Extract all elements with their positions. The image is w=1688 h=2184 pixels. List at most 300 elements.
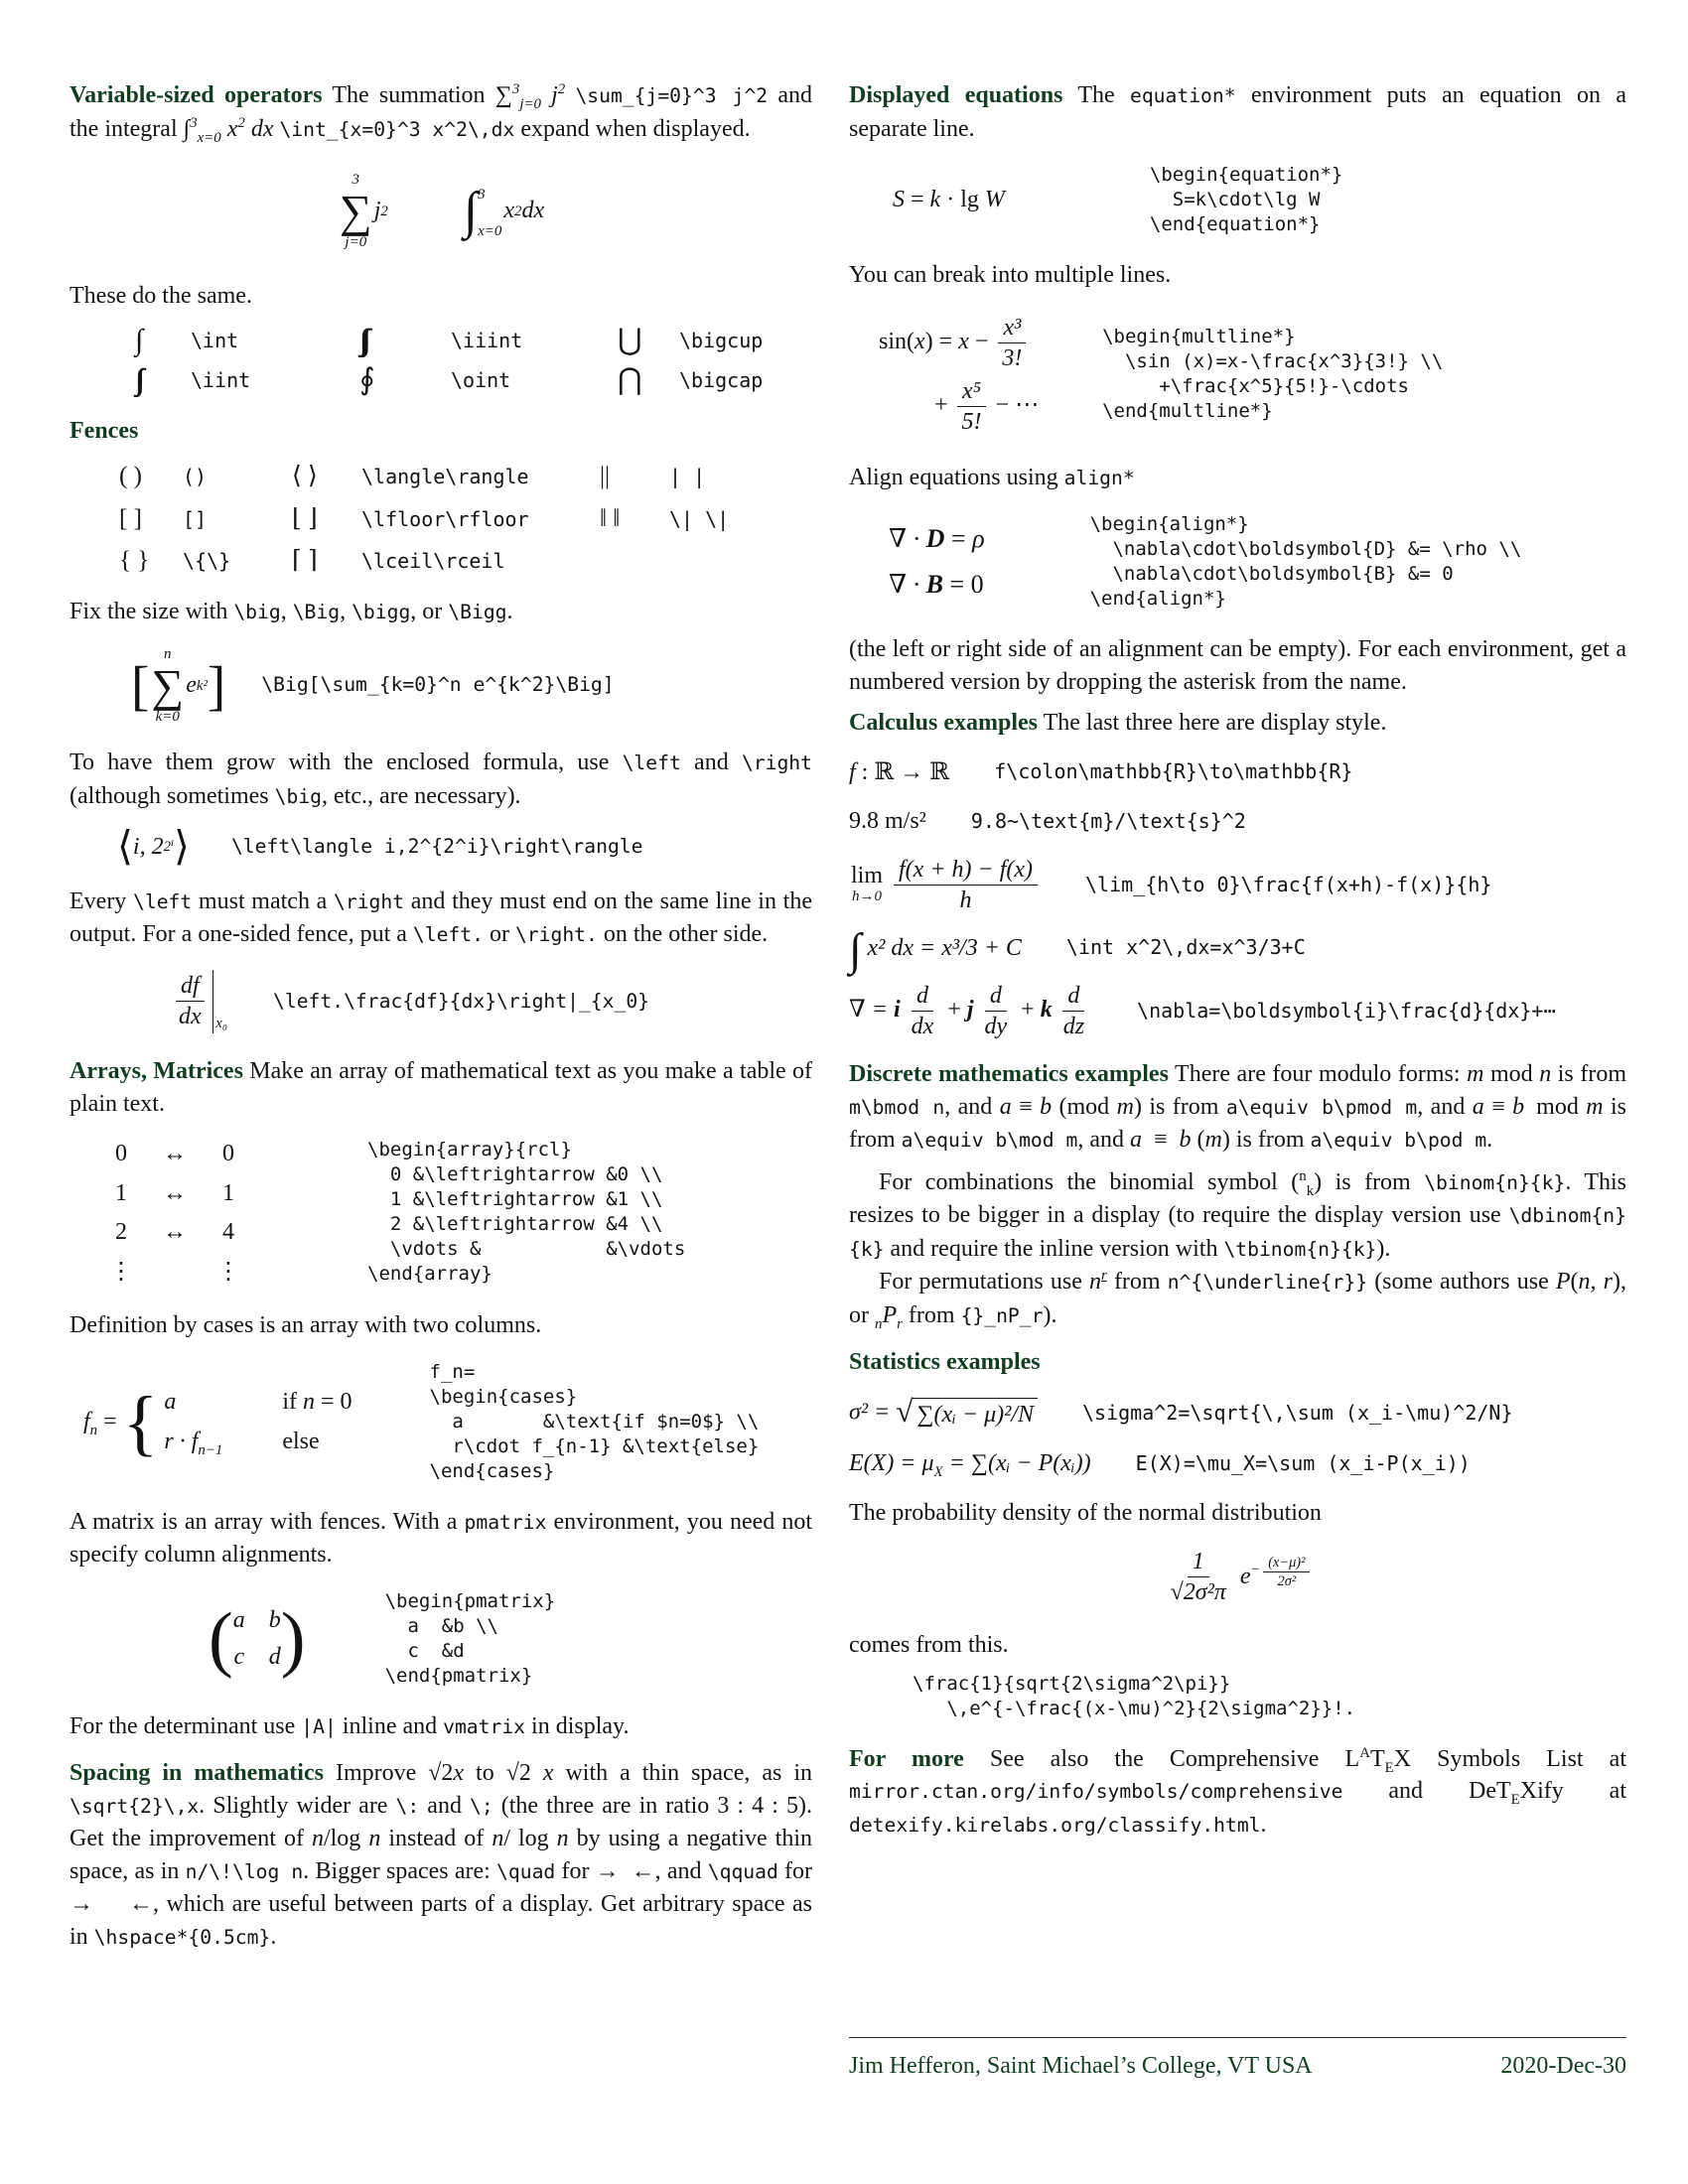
superscript-fraction (1250, 1554, 1313, 1590)
text-segment: , or (410, 598, 449, 624)
angle-code: \langle\rangle (361, 465, 529, 488)
code-line: c &d (384, 1639, 465, 1662)
text-segment: or (483, 921, 515, 947)
denominator: 3! (1002, 344, 1023, 371)
paren-code: () (183, 465, 208, 488)
lower-limit: x=0 (478, 222, 502, 239)
text-segment: Every (70, 887, 134, 914)
code-line: r\cdot f_{n-1} &\text{else} (429, 1434, 760, 1457)
inline-code: \sum_{j=0}^3 j^2 (575, 84, 769, 107)
text-segment: P (1555, 1269, 1571, 1295)
code-line: a &\text{if $n=0$} \\ (429, 1410, 760, 1433)
align-intro (849, 462, 1626, 495)
arrays-heading: Arrays, Matrices (70, 1058, 243, 1085)
text-segment: There are four modulo forms: (1168, 1061, 1468, 1087)
text-segment: j=0 (519, 95, 541, 112)
text-segment: x (453, 1760, 465, 1787)
sum-integral-display: 3 ∑ j=0 j 2 ∫ 3 x=0 x 2 dx (339, 172, 545, 250)
array-cell: 2 (115, 1219, 127, 1246)
calc-code: 9.8~\text{m}/\text{s}^2 (970, 808, 1246, 833)
denominator: dx (911, 1014, 934, 1039)
text-segment: x (220, 115, 238, 142)
inline-code: \: (395, 1794, 420, 1818)
text-segment: and (419, 1792, 471, 1819)
text-segment: The summation (322, 82, 495, 108)
text-segment: b (1040, 1093, 1053, 1120)
calc-code: \nabla=\boldsymbol{i}\frac{d}{dx}+⋯ (1137, 999, 1556, 1023)
bigcap-code: \bigcap (679, 368, 764, 392)
text-segment: j (966, 997, 974, 1024)
text-segment: A matrix is an array with fences. With a (70, 1508, 465, 1535)
inline-code: \hspace*{0.5cm} (93, 1925, 271, 1949)
stacked-operator (151, 646, 184, 725)
calc-math (849, 981, 1092, 1041)
text-segment: For combinations the binomial symbol ( (879, 1168, 1300, 1195)
combinations-paragraph (849, 1166, 1626, 1267)
text-segment: ) is from (1133, 1093, 1226, 1120)
text-segment: if (282, 1388, 303, 1415)
text-segment: ). (1376, 1235, 1391, 1262)
text-segment: by using a negative thin space, as in (70, 1826, 812, 1884)
sign: − (1250, 1561, 1261, 1577)
text-segment: else (282, 1429, 320, 1455)
align-rendered (889, 520, 985, 605)
right-column (849, 79, 1626, 1850)
integral-with-limits (464, 178, 502, 244)
calculus-text (1038, 710, 1386, 736)
discrete-paragraph (849, 1058, 1626, 1158)
align-note: (the left or right side of an alignment can be empty). For each environment, get a numbered version by dropping the asterisk from the name. (849, 636, 1626, 695)
text-segment: to (464, 1760, 506, 1787)
matrix-cell: d (268, 1643, 281, 1670)
stats-math (849, 1447, 1091, 1480)
operator-glyph: ∑ (339, 185, 372, 236)
text-segment: (mod (1052, 1093, 1117, 1120)
code-line: \begin{multline*} (1102, 326, 1296, 347)
bigcup-code: \bigcup (679, 328, 764, 352)
text-segment: k (1306, 1182, 1315, 1199)
inline-code: \Big (292, 600, 341, 623)
fraction (1166, 1547, 1231, 1607)
text-segment: − (968, 328, 995, 354)
fences-heading: Fences (70, 417, 139, 444)
text-segment: n (1539, 1061, 1552, 1087)
text-segment: for → ←, and (555, 1857, 708, 1884)
floor-code: \lfloor\rfloor (361, 506, 529, 531)
stats-code: \sigma^2=\sqrt{\,\sum (x_i-\mu)^2/N} (1082, 1400, 1513, 1425)
text-segment: S (893, 187, 905, 213)
text-segment: 2 (557, 81, 566, 97)
calc-code: \lim_{h\to 0}\frac{f(x+h)-f(x)}{h} (1085, 872, 1492, 896)
text-segment: ∫ (183, 115, 191, 142)
stats-example-row (849, 1393, 1626, 1432)
matrix-paragraph (70, 1506, 812, 1571)
inline-code: vmatrix (443, 1714, 526, 1738)
text-segment: a (999, 1093, 1012, 1120)
text-segment: mod (1524, 1093, 1587, 1120)
align-line1 (889, 523, 985, 556)
text-segment: f (83, 1409, 90, 1435)
text-segment: = (905, 187, 930, 213)
leftrightarrow-glyph: ↔ (163, 1141, 187, 1167)
inline-code: \right (741, 751, 812, 774)
one-sided-fence-display (70, 970, 812, 1034)
text-segment: n (875, 1315, 883, 1332)
text-segment: (some authors use (1367, 1269, 1556, 1295)
calc-example-row (849, 805, 1626, 838)
code-line: \,e^{-\frac{(x-\mu)^2}{2\sigma^2}}!. (913, 1697, 1356, 1719)
text-segment: . Bigger spaces are: (303, 1857, 497, 1884)
arrays-paragraph (70, 1055, 812, 1120)
cases-cell (282, 1426, 352, 1458)
matrix-cell: b (268, 1607, 281, 1634)
formore-heading: For more (849, 1745, 964, 1772)
bar-code: | | (669, 465, 706, 488)
text-segment: dx (521, 198, 545, 224)
stats-math (849, 1393, 1038, 1432)
text-segment: . (506, 598, 513, 624)
text-segment: n (1299, 1167, 1307, 1184)
multline-rendered (879, 310, 1039, 440)
text-segment: E (1384, 1759, 1394, 1776)
text-segment: Xify at (1519, 1778, 1626, 1804)
floor-glyph: ⌊ ⌋ (292, 504, 318, 532)
text-segment: r (1101, 1268, 1107, 1284)
inline-code: \Bigg (448, 600, 507, 623)
int-operator-table (70, 325, 812, 397)
text-segment: (although sometimes (70, 782, 275, 809)
left-column (70, 79, 812, 1963)
denominator: √2σ²π (1170, 1579, 1226, 1605)
inline-code: equation* (1130, 84, 1236, 107)
bigcup-glyph: ⋃ (618, 323, 636, 356)
code-line: \frac{1}{sqrt{2\sigma^2\pi}} (913, 1672, 1231, 1695)
text-segment: 2 (237, 114, 245, 131)
stats-code: E(X)=\mu_X=\sum (x_i-P(x_i)) (1135, 1450, 1471, 1475)
cases-intro: Definition by cases is an array with two columns. (70, 1312, 542, 1339)
code-line: \end{cases} (429, 1459, 555, 1482)
equation-code-block (1150, 163, 1342, 237)
code-line: 2 &\leftrightarrow &4 \\ (367, 1213, 663, 1236)
matrix-cell: a (232, 1607, 245, 1634)
text-segment: Make an array of mathematical text as you make a table of plain text. (70, 1058, 812, 1117)
cases-code-block (430, 1360, 760, 1484)
text-segment: ) is from (1314, 1168, 1425, 1195)
footer-date: 2020-Dec-30 (1500, 2053, 1626, 2079)
normal-density-display (849, 1547, 1626, 1607)
int-code: \int (191, 328, 239, 352)
code-line: \begin{array}{rcl} (367, 1139, 572, 1161)
text-segment: . Slightly wider are (199, 1792, 396, 1819)
text-segment: , and (944, 1093, 1000, 1120)
operator-limit: 3 (352, 172, 360, 188)
inline-code: \big (274, 784, 323, 808)
numerator: (x−μ)² (1263, 1554, 1310, 1572)
text-segment: and DeT (1342, 1778, 1511, 1804)
same-intro: These do the same. (70, 283, 252, 309)
text-segment: m (1467, 1061, 1484, 1087)
cases-display (70, 1360, 812, 1484)
inline-code: \; (470, 1794, 493, 1818)
numerator: x⁵ (957, 376, 986, 407)
calc-math (849, 756, 949, 789)
code-line: \end{pmatrix} (384, 1664, 533, 1687)
inline-code: m\bmod n (849, 1095, 945, 1119)
text-segment: e (186, 672, 197, 699)
code-line: +\frac{x^5}{5!}-\cdots (1102, 375, 1409, 397)
text-segment: A (1359, 1744, 1370, 1761)
code-line: 0 &\leftrightarrow &0 \\ (367, 1163, 663, 1186)
text-segment: 3 (511, 81, 520, 97)
varsized-paragraph (70, 79, 812, 146)
text-segment (565, 82, 575, 108)
footer-author: Jim Hefferon, Saint Michael’s College, VT USA (849, 2053, 1313, 2079)
multline-code-block (1102, 325, 1443, 424)
ceil-code: \lceil\rceil (361, 549, 505, 573)
inline-code: pmatrix (464, 1510, 547, 1534)
numerator: d (985, 981, 1007, 1012)
text-segment: n, r (1578, 1269, 1613, 1295)
text-segment: { (122, 1382, 159, 1464)
text-segment: n−1 (198, 1442, 223, 1459)
text-segment: r (897, 1315, 903, 1332)
fraction (907, 981, 939, 1041)
inline-code: \sqrt{2}\,x (70, 1794, 200, 1818)
displayed-eq-paragraph (849, 79, 1626, 145)
text-segment: is from (1551, 1061, 1626, 1087)
pmatrix-rendered: ( a b c d ) (209, 1597, 306, 1680)
cases-rendered (83, 1382, 352, 1464)
array-cell: 0 (115, 1141, 127, 1167)
calc-example-row (849, 756, 1626, 789)
text-segment: Fix the size with (70, 598, 234, 624)
text-segment: n (556, 1826, 569, 1852)
fraction (1058, 981, 1089, 1041)
text-segment: . (1486, 1127, 1493, 1153)
text-segment: a (1129, 1127, 1142, 1153)
operator-limit: j=0 (345, 233, 367, 250)
discrete-heading: Discrete mathematics examples (849, 1061, 1169, 1087)
inline-code: \bigg (352, 600, 411, 623)
fraction (1263, 1554, 1310, 1590)
numerator: df (176, 971, 205, 1002)
text-segment: , (280, 598, 293, 624)
text-segment: /log (323, 1826, 369, 1852)
inline-code: \Big[\sum_{k=0}^n e^{k^2}\Big] (261, 673, 615, 697)
stats-example-row (849, 1447, 1626, 1480)
inline-code: |A| (301, 1714, 337, 1738)
text-segment: n (492, 1826, 504, 1852)
text-segment: = (944, 523, 973, 553)
ceil-glyph: ⌈ ⌉ (292, 547, 318, 574)
dbar-code: \| \| (669, 506, 730, 531)
operator-limit: n (164, 646, 172, 662)
brace-glyph: { } (119, 547, 150, 574)
text-segment: r · f (164, 1429, 199, 1455)
text-segment: , etc., are necessary). (322, 782, 521, 809)
bracket-glyph: [ ] (119, 504, 142, 532)
code-line: \end{equation*} (1149, 213, 1321, 235)
text-segment: (the three are in ratio 3 : 4 : 5). Get the improvement of (70, 1792, 812, 1852)
text-segment: For the determinant use (70, 1712, 302, 1739)
bracket-code: [] (183, 506, 208, 531)
fraction (957, 376, 987, 437)
text-segment: + (1015, 997, 1041, 1024)
text-segment: W (984, 187, 1005, 213)
denominator: dz (1062, 1014, 1085, 1039)
inline-code: \right (334, 889, 405, 913)
array-cell: 0 (222, 1141, 234, 1167)
text-segment: E(X) = μ (849, 1450, 934, 1476)
text-segment: n (302, 1388, 315, 1415)
inline-code: \left. (412, 923, 484, 946)
text-segment: ∫ (849, 922, 862, 974)
text-segment: ∑ (494, 82, 512, 108)
grow-paragraph (70, 747, 812, 813)
text-segment: and require the inline version with (884, 1235, 1224, 1262)
inline-code: \big (233, 600, 281, 623)
cases-grid (164, 1386, 352, 1458)
text-segment: E (1510, 1791, 1520, 1808)
operator-limit: h→0 (852, 888, 882, 905)
text-segment: 3 (190, 114, 198, 131)
text-segment: ). (1043, 1301, 1057, 1328)
numerator: x³ (998, 313, 1026, 343)
text-segment: , and (1077, 1127, 1130, 1153)
fixsize-paragraph (70, 596, 812, 629)
empty-cell (163, 1256, 187, 1289)
oint-code: \oint (451, 368, 511, 392)
denominator: dy (984, 1014, 1008, 1039)
code-line: \nabla\cdot\boldsymbol{B} &= 0 (1089, 563, 1454, 585)
leftrightarrow-glyph: ↔ (163, 1179, 187, 1206)
code-line: \sin (x)=x-\frac{x^3}{3!} \\ (1102, 350, 1444, 372)
calculus-heading: Calculus examples (849, 710, 1039, 736)
array-code-block (367, 1138, 685, 1287)
text-segment: = 0 (943, 570, 984, 599)
inline-code: \tbinom{n}{k} (1223, 1237, 1377, 1261)
text-segment: The (1062, 82, 1130, 108)
inline-code: \right. (514, 923, 598, 946)
text-segment: T (1369, 1745, 1385, 1772)
pmatrix-code-block (385, 1589, 556, 1689)
text-segment: ≡ (1483, 1093, 1513, 1120)
array-rendered (109, 1138, 240, 1288)
code-line: \end{multline*} (1102, 400, 1273, 422)
text-segment: m (1116, 1093, 1134, 1120)
code-line: \nabla\cdot\boldsymbol{D} &= \rho \\ (1089, 538, 1522, 560)
align-code-block (1090, 512, 1522, 612)
text-segment: , (340, 598, 352, 624)
inline-code: \left.\frac{df}{dx}\right|_{x_0} (273, 989, 650, 1013)
leftrightarrow-glyph: ↔ (163, 1219, 187, 1246)
int-glyph: ∫ (135, 323, 137, 356)
inline-code: \left\langle i,2^{2^i}\right\rangle (230, 835, 643, 858)
text-segment: k (929, 187, 941, 213)
code-line: \end{align*} (1089, 588, 1226, 610)
text-segment: · lg (940, 187, 985, 213)
text-segment: = 0 (314, 1388, 352, 1415)
text-segment: . (270, 1923, 277, 1950)
iiint-glyph: ∫∫∫ (359, 323, 364, 356)
inline-code: \int_{x=0}^3 x^2\,dx (279, 117, 515, 141)
array-example-display (70, 1138, 812, 1288)
text-segment: D (925, 523, 945, 553)
oint-glyph: ∮ (359, 363, 369, 397)
text-segment: x=0 (197, 129, 221, 146)
spacing-heading: Spacing in mathematics (70, 1760, 324, 1787)
comes-from: comes from this. (849, 1632, 1009, 1658)
text-segment: environment puts an equation on a separate line. (849, 82, 1626, 142)
text-segment: j (540, 82, 558, 108)
text-segment: i (893, 997, 901, 1024)
fraction (997, 313, 1027, 373)
iint-code: \iint (191, 368, 251, 392)
inline-code: detexify.kirelabs.org/classify.html (849, 1813, 1261, 1837)
array-cell: 1 (115, 1179, 127, 1206)
text-segment: and the integral (70, 82, 812, 142)
text-segment: √2 (428, 1760, 454, 1787)
inline-code: a\equiv b\pmod m (1225, 1095, 1418, 1119)
inline-code: a\equiv b\pod m (1310, 1129, 1487, 1152)
radicand: ∑(xᵢ − μ)²/N (913, 1398, 1038, 1432)
equation-star-display (849, 163, 1626, 237)
subscript: x₀ (215, 1015, 228, 1031)
upper-limit: 3 (478, 187, 486, 203)
numerator: f(x + h) − f(x) (894, 855, 1038, 886)
text-segment: must match a (192, 887, 335, 914)
inline-code: \left (133, 889, 193, 913)
text-segment: x (503, 198, 514, 224)
text-segment: a (1472, 1093, 1484, 1120)
text-segment: x (958, 328, 969, 354)
text-segment: B (925, 570, 943, 599)
bar (212, 970, 214, 1034)
calc-math (849, 855, 1041, 915)
stacked-operator (340, 172, 372, 250)
calc-code: \int x^2\,dx=x^3/3+C (1065, 935, 1306, 960)
inline-code: n^{\underline{r}} (1167, 1271, 1368, 1294)
spacing-paragraph (70, 1757, 812, 1954)
text-segment: m (1204, 1127, 1222, 1153)
calc-math (849, 805, 926, 838)
calc-math (849, 922, 1022, 974)
text-segment: , and (1417, 1093, 1473, 1120)
text-segment: e (1239, 1564, 1251, 1590)
paren-glyph: ( ) (119, 463, 142, 489)
big-bracket-display: [ n ∑ k=0 e k² ] \Big[\sum_{k=0}^n e^{k^2}\Big] (131, 646, 615, 725)
text-segment: P (882, 1301, 898, 1328)
formore-text (849, 1746, 1626, 1838)
text-segment: is from (849, 1093, 1627, 1153)
text-segment: + (934, 391, 954, 418)
multline-line2 (934, 376, 1039, 437)
text-segment: j (373, 198, 381, 224)
vertical-bar-evaluated (212, 970, 227, 1034)
text-segment: x² dx = x³/3 + C (867, 934, 1022, 961)
text-segment: See also the Comprehensive L (963, 1745, 1360, 1772)
displayed-eq-heading: Displayed equations (849, 82, 1063, 108)
numerator: 1 (1188, 1547, 1209, 1577)
statistics-heading: Statistics examples (849, 1349, 1041, 1375)
text-segment: n (368, 1826, 381, 1852)
text-segment: f (849, 758, 862, 785)
iint-glyph: ∫∫ (135, 363, 139, 397)
calc-example-row (849, 855, 1626, 915)
text-segment: The last three here are display style. (1038, 710, 1387, 736)
inline-code: n/\!\log n (185, 1859, 304, 1883)
calc-code: f\colon\mathbb{R}\to\mathbb{R} (994, 759, 1353, 784)
